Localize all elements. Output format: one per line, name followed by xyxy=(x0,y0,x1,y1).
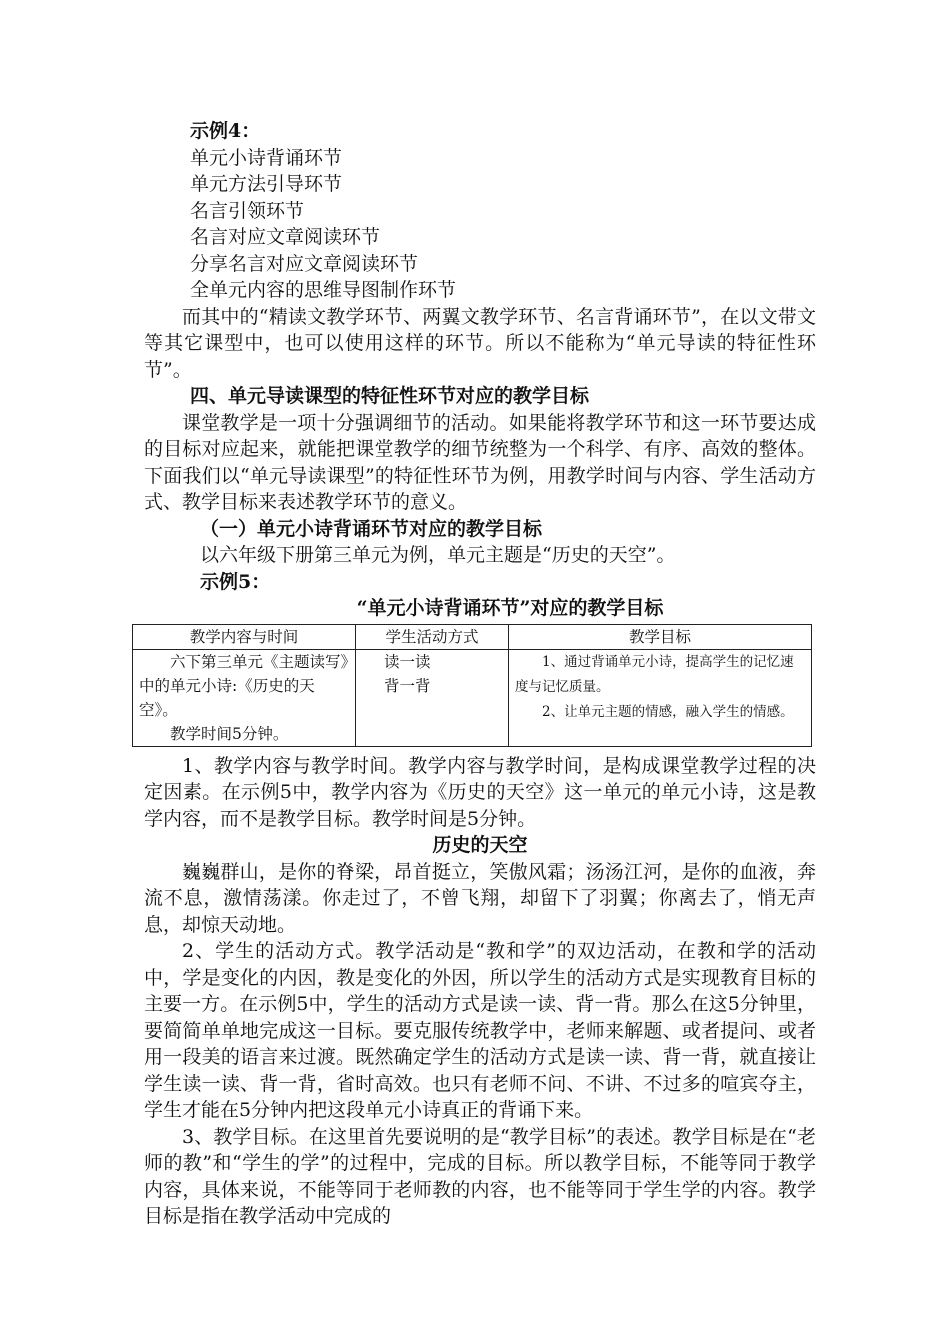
example4-item: 单元方法引导环节 xyxy=(190,173,343,195)
activity-item: 背一背 xyxy=(384,676,431,695)
example4-item: 名言对应文章阅读环节 xyxy=(190,226,381,248)
goal-item: 2、让单元主题的情感，融入学生的情感。 xyxy=(542,703,794,720)
section4-heading: 四、单元导读课型的特征性环节对应的教学目标 xyxy=(190,385,590,407)
content-text: 六下第三单元《主题读写》中的单元小诗:《历史的天空》。 xyxy=(139,652,349,719)
table-header-content: 教学内容与时间 xyxy=(133,624,356,649)
example4-heading: 示例4： xyxy=(190,120,261,142)
table-cell-content xyxy=(133,649,356,746)
table-header-row xyxy=(133,624,812,649)
example4-note: 而其中的“精读文教学环节、两翼文教学环节、名言背诵环节”，在以文带文等其它课型中，也可以使用这样的环节。所以不能称为“单元导读的特征性环节”。 xyxy=(144,305,816,381)
time-text: 教学时间5分钟。 xyxy=(170,724,289,743)
table-row xyxy=(133,649,812,746)
point3-paragraph: 3、教学目标。在这里首先要说明的是“教学目标”的表述。教学目标是在“老师的教”和“学生的学”的过程中，完成的目标。所以教学目标，不能等同于教学内容，具体来说，不能等同于老师教的内容，也不能等同于学生学的内容。教学目标是指在教学活动中完成的 xyxy=(144,1125,816,1227)
point2-paragraph: 2、学生的活动方式。教学活动是“教和学”的双边活动，在教和学的活动中，学是变化的内因，教是变化的外因，所以学生的活动方式是实现教育目标的主要一方。在示例5中，学生的活动方式是读一读、背一背。那么在这5分钟里，要简简单单地完成这一目标。要克服传统教学中，老师来解题、或者提问、或者用一段美的语言来过渡。既然确定学生的活动方式是读一读、背一背，就直接让学生读一读、背一背，省时高效。也只有老师不问、不讲、不过多的喧宾夺主，学生才能在5分钟内把这段单元小诗真正的背诵下来。 xyxy=(144,940,816,1121)
example4-item: 单元小诗背诵环节 xyxy=(190,146,343,169)
goal-item: 1、通过背诵单元小诗，提高学生的记忆速度与记忆质量。 xyxy=(515,653,794,695)
table-cell-activity xyxy=(356,649,509,746)
poem-title: 历史的天空 xyxy=(432,834,528,856)
activity-item: 读一读 xyxy=(384,652,431,671)
example4-item: 名言引领环节 xyxy=(190,199,305,222)
sub1-context: 以六年级下册第三单元为例，单元主题是“历史的天空”。 xyxy=(200,544,676,566)
table-header-activity: 学生活动方式 xyxy=(356,624,509,649)
example5-heading: 示例5： xyxy=(200,570,271,593)
point1-paragraph: 1、教学内容与教学时间。教学内容与教学时间，是构成课堂教学过程的决定因素。在示例5中，教学内容为《历史的天空》这一单元的单元小诗，这是教学内容，而不是教学目标。教学时间是5分钟。 xyxy=(144,754,816,830)
sub1-heading: （一）单元小诗背诵环节对应的教学目标 xyxy=(200,517,543,540)
section4-intro: 课堂教学是一项十分强调细节的活动。如果能将教学环节和这一环节要达成的目标对应起来，就能把课堂教学的细节统整为一个科学、有序、高效的整体。下面我们以“单元导读课型”的特征性环节为例，用教学时间与内容、学生活动方式、教学目标来表述教学环节的意义。 xyxy=(144,411,816,513)
example4-item: 分享名言对应文章阅读环节 xyxy=(190,252,419,275)
goals-table xyxy=(132,624,812,747)
table-cell-goal xyxy=(509,649,812,746)
poem-text: 巍巍群山，是你的脊梁，昂首挺立，笑傲风霜；汤汤江河，是你的血液，奔流不息，激情荡漾。你走过了，不曾飞翔，却留下了羽翼；你离去了，悄无声息，却惊天动地。 xyxy=(144,860,816,936)
table-header-goal: 教学目标 xyxy=(509,624,812,649)
example4-item: 全单元内容的思维导图制作环节 xyxy=(190,279,457,301)
table-title: “单元小诗背诵环节”对应的教学目标 xyxy=(356,597,664,619)
